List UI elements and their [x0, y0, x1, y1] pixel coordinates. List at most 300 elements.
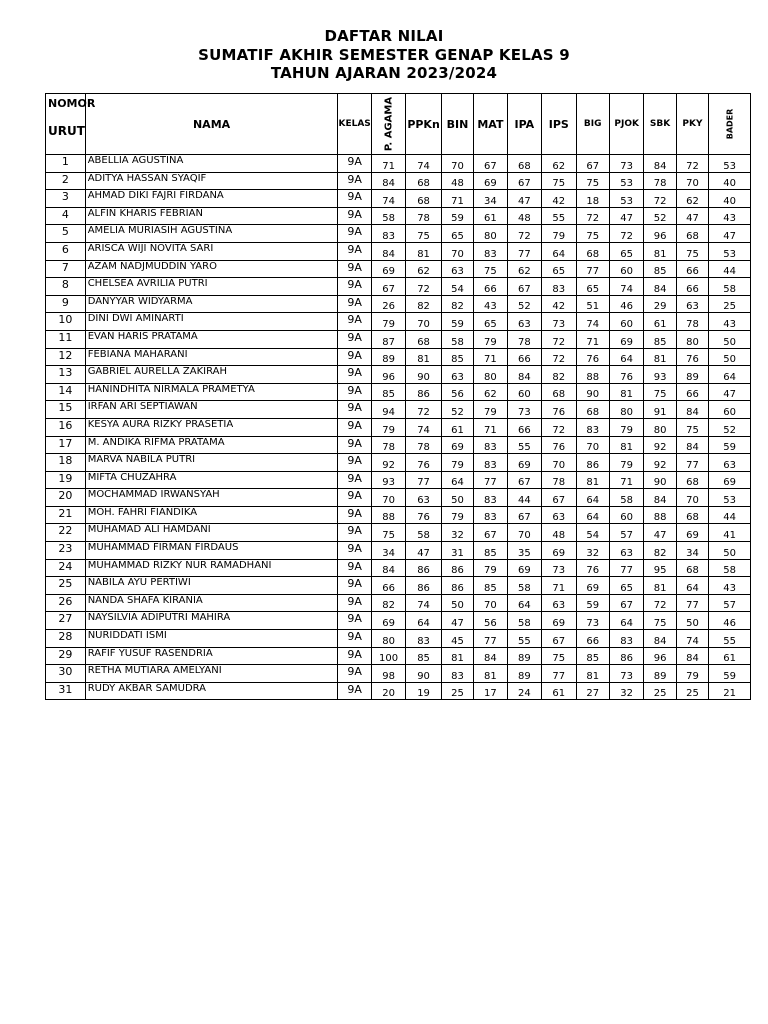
grade-cell: 46	[609, 295, 643, 313]
student-name: EVAN HARIS PRATAMA	[85, 330, 338, 348]
grade-cell: 47	[507, 190, 541, 208]
grade-cell: 84	[474, 647, 507, 665]
grade-cell: 79	[441, 454, 473, 472]
student-name: MOCHAMMAD IRWANSYAH	[85, 489, 338, 507]
grade-cell: 85	[644, 260, 676, 278]
grade-cell: 56	[441, 383, 473, 401]
grade-cell: 24	[507, 682, 541, 700]
grade-cell: 56	[474, 612, 507, 630]
row-number: 16	[46, 418, 86, 436]
grade-cell: 82	[644, 542, 676, 560]
grade-cell: 68	[406, 190, 442, 208]
grade-cell: 65	[441, 225, 473, 243]
grade-cell: 47	[441, 612, 473, 630]
grade-cell: 79	[609, 418, 643, 436]
grade-cell: 78	[507, 330, 541, 348]
table-row	[46, 682, 751, 700]
grade-cell: 70	[507, 524, 541, 542]
grade-cell: 67	[371, 278, 405, 296]
grade-cell: 93	[644, 366, 676, 384]
header-kelas: KELAS	[338, 94, 371, 155]
grade-cell: 80	[474, 366, 507, 384]
grade-cell: 81	[576, 665, 609, 683]
grade-cell: 67	[609, 594, 643, 612]
grade-cell: 72	[542, 418, 576, 436]
grade-cell: 76	[542, 436, 576, 454]
grade-cell: 75	[576, 172, 609, 190]
grade-cell: 68	[542, 383, 576, 401]
grade-cell: 69	[576, 577, 609, 595]
grade-cell: 83	[406, 630, 442, 648]
grade-cell: 78	[371, 436, 405, 454]
grade-cell: 79	[676, 665, 708, 683]
grade-cell: 74	[576, 313, 609, 331]
row-number: 9	[46, 295, 86, 313]
student-name: MUHAMMAD FIRMAN FIRDAUS	[85, 542, 338, 560]
grade-cell: 72	[507, 225, 541, 243]
grade-cell: 83	[576, 418, 609, 436]
grade-cell: 77	[609, 559, 643, 577]
grade-cell: 47	[709, 383, 751, 401]
grade-cell: 85	[474, 542, 507, 560]
grade-cell: 75	[644, 612, 676, 630]
header-subject: BIN	[441, 94, 473, 155]
grade-cell: 86	[406, 577, 442, 595]
grade-cell: 79	[441, 506, 473, 524]
grade-cell: 86	[406, 559, 442, 577]
grade-cell: 70	[371, 489, 405, 507]
row-number: 6	[46, 242, 86, 260]
grade-cell: 51	[576, 295, 609, 313]
class-cell: 9A	[338, 260, 371, 278]
class-cell: 9A	[338, 524, 371, 542]
row-number: 4	[46, 207, 86, 225]
table-row	[46, 471, 751, 489]
grade-cell: 55	[542, 207, 576, 225]
row-number: 1	[46, 155, 86, 173]
header-urut-label: URUT	[48, 124, 85, 138]
grade-cell: 53	[609, 190, 643, 208]
grade-cell: 34	[676, 542, 708, 560]
grade-cell: 71	[371, 155, 405, 173]
grade-cell: 96	[644, 225, 676, 243]
grade-cell: 53	[709, 489, 751, 507]
class-cell: 9A	[338, 454, 371, 472]
grade-cell: 44	[507, 489, 541, 507]
grade-cell: 72	[676, 155, 708, 173]
grade-cell: 63	[609, 542, 643, 560]
table-row	[46, 647, 751, 665]
table-row	[46, 225, 751, 243]
grade-cell: 64	[576, 506, 609, 524]
grade-cell: 74	[406, 594, 442, 612]
grade-cell: 29	[644, 295, 676, 313]
grade-cell: 76	[542, 401, 576, 419]
grade-cell: 62	[406, 260, 442, 278]
grade-cell: 59	[576, 594, 609, 612]
row-number: 22	[46, 524, 86, 542]
student-name: AMELIA MURIASIH AGUSTINA	[85, 225, 338, 243]
grades-table	[45, 93, 751, 700]
grade-cell: 60	[709, 401, 751, 419]
grade-cell: 68	[676, 225, 708, 243]
grade-cell: 86	[441, 577, 473, 595]
grade-cell: 68	[676, 471, 708, 489]
row-number: 11	[46, 330, 86, 348]
grade-cell: 64	[441, 471, 473, 489]
grade-cell: 61	[542, 682, 576, 700]
grade-cell: 76	[609, 366, 643, 384]
grade-cell: 76	[406, 454, 442, 472]
row-number: 24	[46, 559, 86, 577]
table-row	[46, 348, 751, 366]
grade-cell: 67	[507, 278, 541, 296]
grade-cell: 77	[474, 630, 507, 648]
student-name: ABELLIA AGUSTINA	[85, 155, 338, 173]
grade-cell: 74	[609, 278, 643, 296]
grade-cell: 88	[576, 366, 609, 384]
class-cell: 9A	[338, 612, 371, 630]
grade-cell: 71	[609, 471, 643, 489]
grade-cell: 67	[542, 489, 576, 507]
table-row	[46, 401, 751, 419]
grade-cell: 25	[709, 295, 751, 313]
grade-cell: 81	[644, 348, 676, 366]
grade-cell: 47	[609, 207, 643, 225]
grade-cell: 69	[507, 454, 541, 472]
grade-cell: 40	[709, 172, 751, 190]
grade-cell: 66	[507, 348, 541, 366]
class-cell: 9A	[338, 665, 371, 683]
row-number: 21	[46, 506, 86, 524]
grade-cell: 69	[371, 260, 405, 278]
grade-cell: 84	[644, 630, 676, 648]
grade-cell: 75	[371, 524, 405, 542]
grade-cell: 85	[474, 577, 507, 595]
grade-cell: 84	[371, 242, 405, 260]
grade-cell: 55	[709, 630, 751, 648]
class-cell: 9A	[338, 225, 371, 243]
student-name: NAYSILVIA ADIPUTRI MAHIRA	[85, 612, 338, 630]
grade-cell: 73	[542, 559, 576, 577]
student-name: ALFIN KHARIS FEBRIAN	[85, 207, 338, 225]
grade-cell: 65	[609, 242, 643, 260]
grade-cell: 75	[576, 225, 609, 243]
grade-cell: 75	[406, 225, 442, 243]
grade-cell: 81	[441, 647, 473, 665]
grade-cell: 74	[406, 418, 442, 436]
grade-cell: 52	[644, 207, 676, 225]
grade-cell: 85	[576, 647, 609, 665]
grade-cell: 81	[609, 436, 643, 454]
grade-cell: 77	[676, 454, 708, 472]
grade-cell: 66	[676, 260, 708, 278]
grade-cell: 89	[371, 348, 405, 366]
grade-cell: 48	[542, 524, 576, 542]
grade-cell: 83	[609, 630, 643, 648]
table-row	[46, 366, 751, 384]
grade-cell: 60	[609, 260, 643, 278]
student-name: IRFAN ARI SEPTIAWAN	[85, 401, 338, 419]
grade-cell: 69	[609, 330, 643, 348]
table-row	[46, 330, 751, 348]
grade-cell: 42	[542, 190, 576, 208]
grade-cell: 66	[507, 418, 541, 436]
grade-cell: 75	[474, 260, 507, 278]
student-name: DINI DWI AMINARTI	[85, 313, 338, 331]
grade-cell: 82	[406, 295, 442, 313]
grade-cell: 58	[371, 207, 405, 225]
grade-cell: 58	[441, 330, 473, 348]
row-number: 20	[46, 489, 86, 507]
student-name: GABRIEL AURELLA ZAKIRAH	[85, 366, 338, 384]
row-number: 17	[46, 436, 86, 454]
grade-cell: 67	[474, 524, 507, 542]
grade-cell: 68	[676, 506, 708, 524]
class-cell: 9A	[338, 155, 371, 173]
grade-cell: 81	[644, 242, 676, 260]
header-subject: IPS	[542, 94, 576, 155]
header-subject: SBK	[644, 94, 676, 155]
grade-cell: 73	[542, 313, 576, 331]
grade-cell: 40	[709, 190, 751, 208]
grade-cell: 68	[576, 242, 609, 260]
grade-cell: 64	[709, 366, 751, 384]
grade-cell: 63	[406, 489, 442, 507]
grade-cell: 52	[507, 295, 541, 313]
grade-cell: 73	[507, 401, 541, 419]
row-number: 23	[46, 542, 86, 560]
grade-cell: 25	[441, 682, 473, 700]
grade-cell: 61	[474, 207, 507, 225]
grade-cell: 78	[406, 436, 442, 454]
header-subject: P. AGAMA	[371, 94, 405, 155]
header-nama: NAMA	[85, 94, 338, 155]
student-name: RUDY AKBAR SAMUDRA	[85, 682, 338, 700]
row-number: 14	[46, 383, 86, 401]
grade-cell: 73	[576, 612, 609, 630]
grade-cell: 69	[371, 612, 405, 630]
row-number: 7	[46, 260, 86, 278]
row-number: 3	[46, 190, 86, 208]
table-row	[46, 383, 751, 401]
grade-cell: 80	[371, 630, 405, 648]
grade-cell: 81	[644, 577, 676, 595]
table-row	[46, 278, 751, 296]
row-number: 18	[46, 454, 86, 472]
grade-cell: 84	[676, 436, 708, 454]
class-cell: 9A	[338, 172, 371, 190]
grade-cell: 91	[644, 401, 676, 419]
grade-cell: 59	[709, 436, 751, 454]
grade-cell: 70	[576, 436, 609, 454]
grade-cell: 41	[709, 524, 751, 542]
grade-cell: 79	[371, 313, 405, 331]
document-subtitle: SUMATIF AKHIR SEMESTER GENAP KELAS 9	[198, 46, 570, 64]
grade-cell: 34	[371, 542, 405, 560]
grade-cell: 34	[474, 190, 507, 208]
grade-cell: 67	[542, 630, 576, 648]
grade-cell: 77	[542, 665, 576, 683]
grade-cell: 70	[474, 594, 507, 612]
student-name: MUHAMMAD RIZKY NUR RAMADHANI	[85, 559, 338, 577]
grade-cell: 50	[709, 348, 751, 366]
grade-cell: 65	[576, 278, 609, 296]
grade-cell: 72	[644, 190, 676, 208]
grade-cell: 32	[441, 524, 473, 542]
grade-cell: 66	[474, 278, 507, 296]
grade-cell: 90	[406, 366, 442, 384]
grade-cell: 48	[441, 172, 473, 190]
class-cell: 9A	[338, 506, 371, 524]
academic-year: TAHUN AJARAN 2023/2024	[270, 64, 498, 82]
grade-cell: 52	[709, 418, 751, 436]
grade-cell: 63	[507, 313, 541, 331]
class-cell: 9A	[338, 594, 371, 612]
grade-cell: 92	[644, 454, 676, 472]
grade-cell: 78	[676, 313, 708, 331]
grade-cell: 32	[576, 542, 609, 560]
grade-cell: 83	[441, 665, 473, 683]
grade-cell: 100	[371, 647, 405, 665]
grade-cell: 95	[644, 559, 676, 577]
class-cell: 9A	[338, 278, 371, 296]
grade-cell: 84	[676, 401, 708, 419]
grade-cell: 44	[709, 260, 751, 278]
row-number: 12	[46, 348, 86, 366]
grade-cell: 64	[542, 242, 576, 260]
grade-cell: 70	[676, 489, 708, 507]
grade-cell: 85	[644, 330, 676, 348]
table-row	[46, 559, 751, 577]
grade-cell: 84	[371, 559, 405, 577]
row-number: 15	[46, 401, 86, 419]
grade-cell: 64	[609, 348, 643, 366]
grade-cell: 75	[542, 172, 576, 190]
grade-cell: 63	[542, 594, 576, 612]
grade-cell: 75	[542, 647, 576, 665]
grade-cell: 89	[644, 665, 676, 683]
class-cell: 9A	[338, 542, 371, 560]
grade-cell: 81	[576, 471, 609, 489]
grade-cell: 76	[676, 348, 708, 366]
grade-cell: 69	[542, 612, 576, 630]
grade-cell: 53	[709, 242, 751, 260]
grade-cell: 44	[709, 506, 751, 524]
student-name: HANINDHITA NIRMALA PRAMETYA	[85, 383, 338, 401]
row-number: 13	[46, 366, 86, 384]
header-subject: PPKn	[406, 94, 442, 155]
table-row	[46, 313, 751, 331]
grade-cell: 72	[542, 348, 576, 366]
grade-cell: 71	[474, 418, 507, 436]
grade-cell: 81	[406, 242, 442, 260]
header-subject: IPA	[507, 94, 541, 155]
grade-cell: 21	[709, 682, 751, 700]
grade-cell: 96	[644, 647, 676, 665]
grade-cell: 68	[406, 330, 442, 348]
grade-cell: 58	[507, 612, 541, 630]
grade-cell: 92	[644, 436, 676, 454]
grade-cell: 67	[507, 471, 541, 489]
grade-cell: 88	[644, 506, 676, 524]
grade-cell: 69	[542, 542, 576, 560]
grade-cell: 69	[709, 471, 751, 489]
grade-cell: 50	[709, 542, 751, 560]
grade-cell: 84	[676, 647, 708, 665]
grade-cell: 53	[709, 155, 751, 173]
student-name: MOH. FAHRI FIANDIKA	[85, 506, 338, 524]
grade-cell: 64	[576, 489, 609, 507]
grade-cell: 86	[441, 559, 473, 577]
grade-cell: 79	[609, 454, 643, 472]
grade-cell: 67	[576, 155, 609, 173]
grade-cell: 75	[644, 383, 676, 401]
grade-cell: 27	[576, 682, 609, 700]
grade-cell: 68	[507, 155, 541, 173]
grade-cell: 59	[709, 665, 751, 683]
grade-cell: 63	[441, 260, 473, 278]
grade-cell: 89	[507, 665, 541, 683]
grade-cell: 89	[507, 647, 541, 665]
grade-cell: 26	[371, 295, 405, 313]
row-number: 8	[46, 278, 86, 296]
row-number: 25	[46, 577, 86, 595]
grade-cell: 70	[441, 155, 473, 173]
grade-cell: 77	[406, 471, 442, 489]
class-cell: 9A	[338, 577, 371, 595]
grade-cell: 84	[371, 172, 405, 190]
grade-cell: 47	[406, 542, 442, 560]
table-row	[46, 524, 751, 542]
grade-cell: 66	[676, 278, 708, 296]
student-name: DANYYAR WIDYARMA	[85, 295, 338, 313]
grade-cell: 25	[676, 682, 708, 700]
table-row	[46, 172, 751, 190]
grade-cell: 77	[576, 260, 609, 278]
header-subject: BADER	[709, 94, 751, 155]
student-name: MIFTA CHUZAHRA	[85, 471, 338, 489]
grade-cell: 43	[474, 295, 507, 313]
grade-cell: 77	[676, 594, 708, 612]
row-number: 26	[46, 594, 86, 612]
class-cell: 9A	[338, 647, 371, 665]
grade-cell: 63	[441, 366, 473, 384]
grade-cell: 43	[709, 577, 751, 595]
grade-cell: 55	[507, 630, 541, 648]
grade-cell: 66	[371, 577, 405, 595]
grade-cell: 76	[576, 348, 609, 366]
table-row	[46, 454, 751, 472]
grade-cell: 72	[406, 278, 442, 296]
grade-cell: 68	[406, 172, 442, 190]
grade-cell: 62	[474, 383, 507, 401]
table-row	[46, 190, 751, 208]
row-number: 27	[46, 612, 86, 630]
grade-cell: 87	[371, 330, 405, 348]
grade-cell: 63	[709, 454, 751, 472]
grade-cell: 71	[576, 330, 609, 348]
row-number: 30	[46, 665, 86, 683]
class-cell: 9A	[338, 295, 371, 313]
class-cell: 9A	[338, 348, 371, 366]
grade-cell: 75	[676, 242, 708, 260]
grade-cell: 72	[644, 594, 676, 612]
grade-cell: 96	[371, 366, 405, 384]
grade-cell: 60	[507, 383, 541, 401]
grade-cell: 53	[609, 172, 643, 190]
grade-cell: 72	[406, 401, 442, 419]
